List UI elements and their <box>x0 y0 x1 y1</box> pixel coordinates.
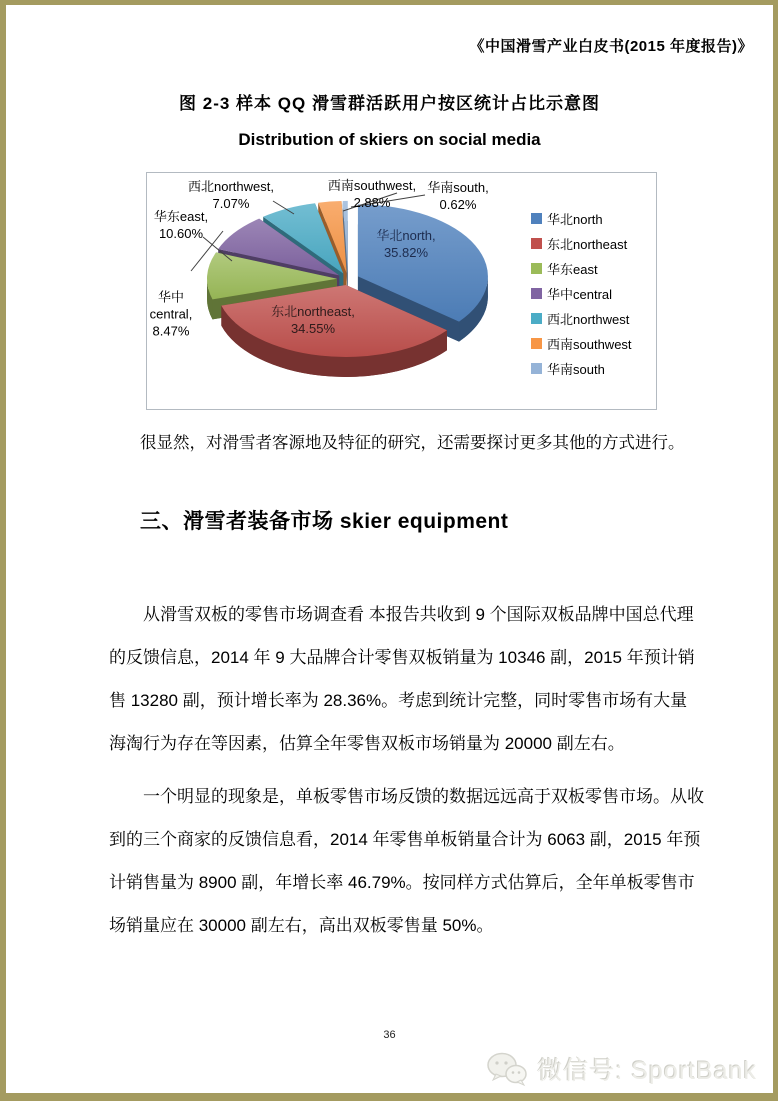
paragraph <box>109 593 695 765</box>
legend-item <box>531 206 632 231</box>
paragraph-line: 的反馈信息，2014 年 9 大品牌合计零售双板销量为 10346 副，2015 年预计销 <box>109 648 695 667</box>
pie-data-label: 华南south, 0.62% <box>427 180 489 212</box>
page-number: 36 <box>383 1029 396 1041</box>
footer-label: 微信号: SportBank <box>537 1057 757 1085</box>
legend-item <box>531 306 632 331</box>
wechat-icon <box>486 1051 528 1087</box>
legend-item <box>531 256 632 281</box>
pie-data-label: 华中 central, 8.47% <box>149 289 193 339</box>
paragraph-line: 场销量应在 30000 副左右，高出双板零售量 50%。 <box>109 916 494 935</box>
legend-item <box>531 356 632 381</box>
legend-label: 西北northwest <box>547 312 630 327</box>
paragraph-line: 售 13280 副，预计增长率为 28.36%。考虑到统计完整，同时零售市场有大量 <box>109 691 688 710</box>
pie-data-label: 西北northwest, 7.07% <box>188 179 274 211</box>
pie-data-label: 西南southwest, 2.88% <box>327 178 417 210</box>
legend-label: 华中central <box>547 287 613 302</box>
legend-label: 东北northeast <box>547 237 628 252</box>
legend-swatch-icon <box>531 213 542 224</box>
pie-data-label: 华北north, 35.82% <box>376 228 436 260</box>
note-paragraph: 很显然，对滑雪者客源地及特征的研究，还需要探讨更多其他的方式进行。 <box>140 434 685 452</box>
footer <box>486 1051 757 1087</box>
figure-title: 图 2-3 样本 QQ 滑雪群活跃用户按区统计占比示意图 <box>179 94 600 113</box>
paragraph-line: 一个明显的现象是，单板零售市场反馈的数据远远高于双板零售市场。从收 <box>143 787 704 806</box>
legend-label: 华南south <box>547 362 605 377</box>
legend-item <box>531 231 632 256</box>
legend-label: 西南southwest <box>547 337 632 352</box>
chart-legend <box>531 206 632 381</box>
paragraph <box>109 775 704 947</box>
pie-data-label: 东北northeast, 34.55% <box>271 304 355 336</box>
legend-swatch-icon <box>531 313 542 324</box>
document-header-title: 《中国滑雪产业白皮书(2015 年度报告)》 <box>469 38 753 55</box>
legend-label: 华东east <box>547 262 598 277</box>
legend-swatch-icon <box>531 363 542 374</box>
legend-swatch-icon <box>531 263 542 274</box>
legend-swatch-icon <box>531 338 542 349</box>
legend-swatch-icon <box>531 288 542 299</box>
legend-swatch-icon <box>531 238 542 249</box>
legend-item <box>531 331 632 356</box>
paragraph-line: 到的三个商家的反馈信息看，2014 年零售单板销量合计为 6063 副，2015 年预 <box>109 830 701 849</box>
body-paragraphs <box>109 593 704 947</box>
figure-subtitle: Distribution of skiers on social media <box>238 130 541 149</box>
legend-item <box>531 281 632 306</box>
paragraph-line: 从滑雪双板的零售市场调查看 本报告共收到 9 个国际双板品牌中国总代理 <box>143 605 694 624</box>
paragraph-line: 计销售量为 8900 副，年增长率 46.79%。按同样方式估算后，全年单板零售市 <box>109 873 695 892</box>
paragraph-line: 海淘行为存在等因素，估算全年零售双板市场销量为 20000 副左右。 <box>109 734 625 753</box>
pie-data-label: 华东east, 10.60% <box>153 209 209 241</box>
legend-label: 华北north <box>547 212 603 227</box>
section-heading: 三、滑雪者装备市场 skier equipment <box>140 510 509 533</box>
pie-chart <box>146 172 657 410</box>
